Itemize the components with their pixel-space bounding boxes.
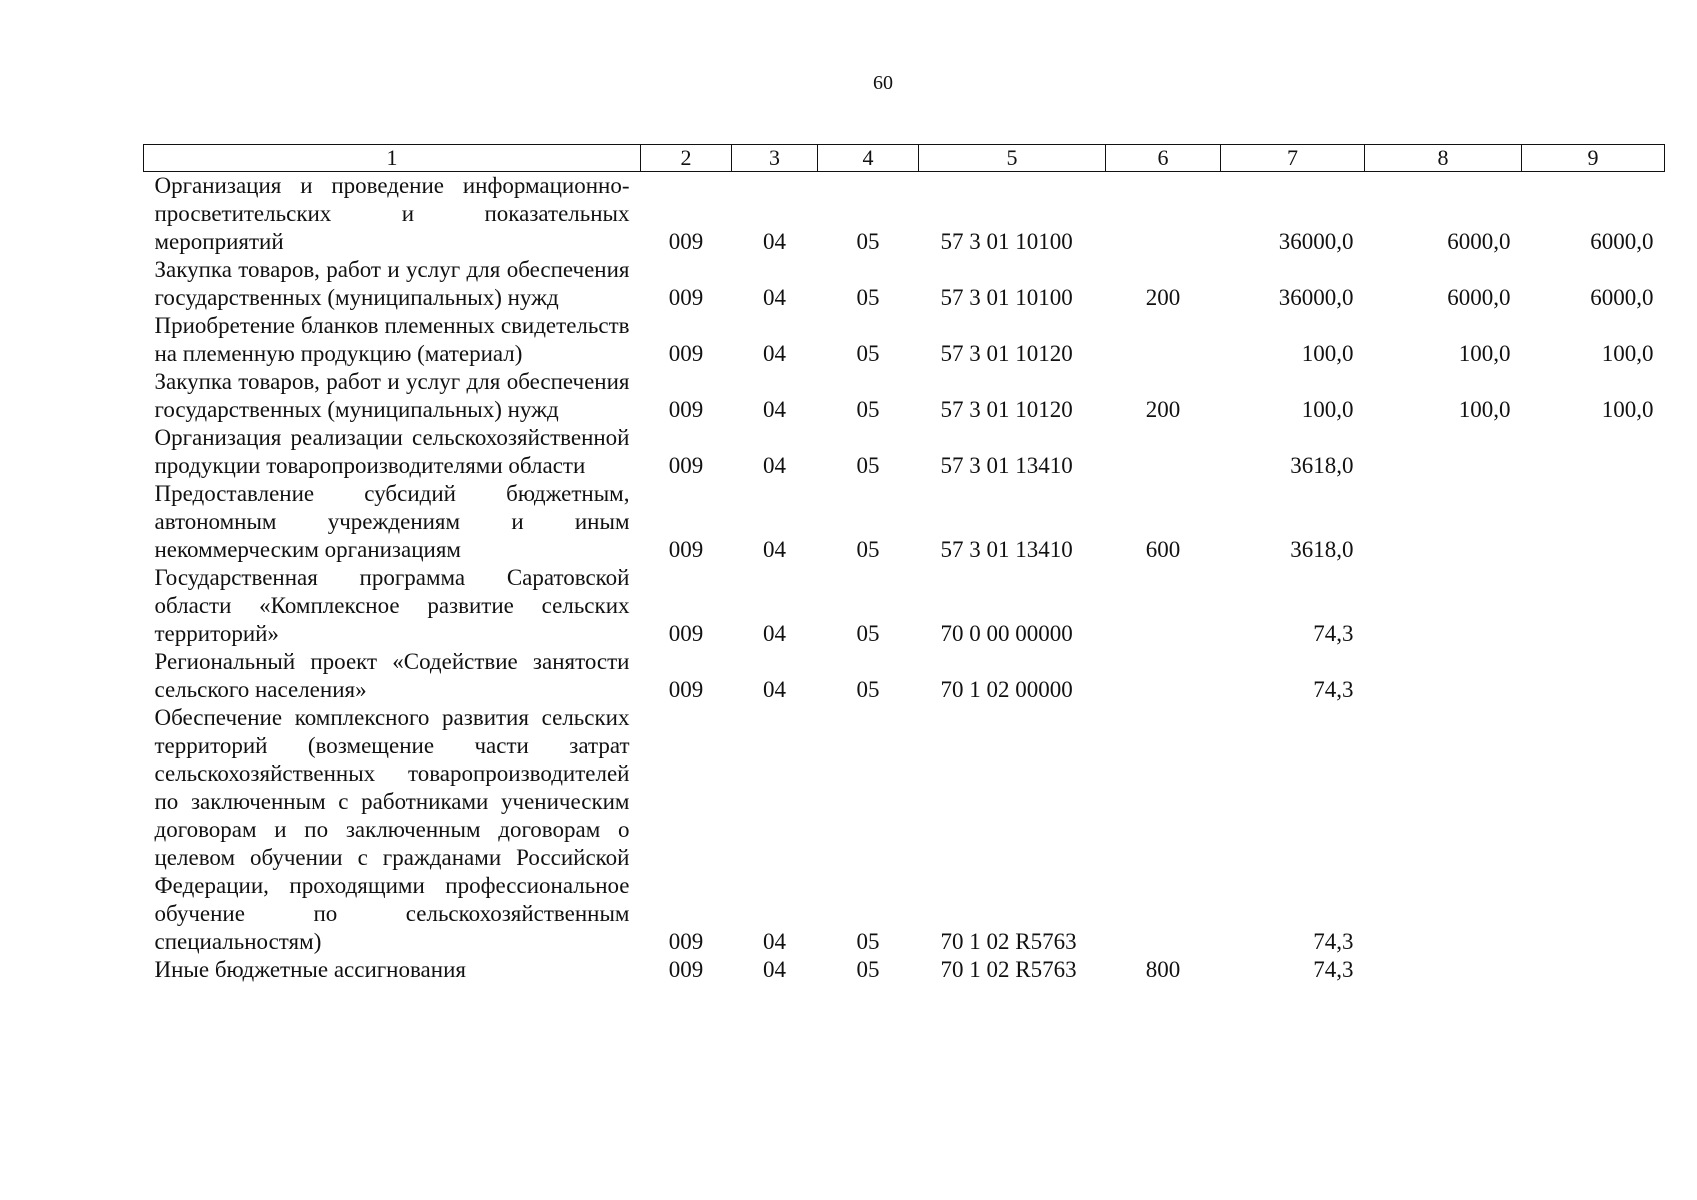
row-vr bbox=[1106, 564, 1221, 648]
row-name: Организация и проведение информационно-просветительских и показательных мероприятий bbox=[154, 173, 630, 254]
row-csr: 70 1 02 00000 bbox=[940, 677, 1073, 702]
table-row bbox=[144, 368, 1665, 424]
row-pr: 05 bbox=[856, 453, 880, 478]
row-rz: 04 bbox=[763, 341, 786, 366]
row-sum-2 bbox=[1365, 564, 1522, 648]
row-vr: 200 bbox=[1145, 285, 1181, 310]
row-rz: 04 bbox=[763, 229, 786, 254]
row-sum-2 bbox=[1365, 648, 1522, 704]
row-sum-3 bbox=[1522, 564, 1665, 648]
row-sum-3: 6000,0 bbox=[1590, 285, 1654, 310]
row-sum-2 bbox=[1365, 704, 1522, 956]
row-rz: 04 bbox=[763, 453, 786, 478]
row-pr: 05 bbox=[856, 621, 880, 646]
row-pr: 05 bbox=[856, 285, 880, 310]
header-row bbox=[144, 145, 1665, 172]
table-row bbox=[144, 704, 1665, 956]
row-ved: 009 bbox=[668, 285, 704, 310]
row-name: Иные бюджетные ассигнования bbox=[154, 957, 466, 982]
column-header-9: 9 bbox=[1522, 145, 1665, 172]
row-vr bbox=[1106, 424, 1221, 480]
row-ved: 009 bbox=[668, 453, 704, 478]
row-pr: 05 bbox=[856, 397, 880, 422]
row-sum-2: 6000,0 bbox=[1447, 229, 1511, 254]
row-pr: 05 bbox=[856, 537, 880, 562]
row-vr: 800 bbox=[1145, 957, 1181, 982]
row-ved: 009 bbox=[668, 677, 704, 702]
row-name: Региональный проект «Содействие занятости сельского населения» bbox=[154, 649, 630, 702]
row-ved: 009 bbox=[668, 229, 704, 254]
row-sum-1: 74,3 bbox=[1313, 929, 1354, 954]
row-sum-3 bbox=[1522, 480, 1665, 564]
row-csr: 70 0 00 00000 bbox=[940, 621, 1073, 646]
row-rz: 04 bbox=[763, 677, 786, 702]
row-rz: 04 bbox=[763, 929, 786, 954]
row-rz: 04 bbox=[763, 285, 786, 310]
row-csr: 57 3 01 13410 bbox=[940, 453, 1073, 478]
row-name: Предоставление субсидий бюджетным, автономным учреждениям и иным некоммерческим организациям bbox=[154, 481, 630, 562]
row-pr: 05 bbox=[856, 957, 880, 982]
row-rz: 04 bbox=[763, 397, 786, 422]
row-vr bbox=[1106, 172, 1221, 257]
row-rz: 04 bbox=[763, 957, 786, 982]
column-header-2: 2 bbox=[641, 145, 732, 172]
row-sum-1: 3618,0 bbox=[1290, 537, 1354, 562]
row-sum-1: 36000,0 bbox=[1278, 229, 1354, 254]
row-sum-1: 100,0 bbox=[1301, 341, 1354, 366]
row-pr: 05 bbox=[856, 341, 880, 366]
row-sum-2: 6000,0 bbox=[1447, 285, 1511, 310]
row-sum-3 bbox=[1522, 956, 1665, 984]
table-row bbox=[144, 424, 1665, 480]
row-sum-3: 6000,0 bbox=[1590, 229, 1654, 254]
table-row bbox=[144, 564, 1665, 648]
column-header-5: 5 bbox=[919, 145, 1106, 172]
row-pr: 05 bbox=[856, 677, 880, 702]
row-csr: 70 1 02 R5763 bbox=[940, 929, 1077, 954]
row-ved: 009 bbox=[668, 397, 704, 422]
row-name: Организация реализации сельскохозяйственной продукции товаропроизводителями области bbox=[154, 425, 630, 478]
row-sum-2: 100,0 bbox=[1458, 397, 1511, 422]
row-sum-1: 74,3 bbox=[1313, 621, 1354, 646]
column-header-8: 8 bbox=[1365, 145, 1522, 172]
row-sum-1: 74,3 bbox=[1313, 957, 1354, 982]
column-header-3: 3 bbox=[732, 145, 818, 172]
row-vr: 200 bbox=[1145, 397, 1181, 422]
row-name: Государственная программа Саратовской области «Комплексное развитие сельских территорий» bbox=[154, 565, 630, 646]
row-csr: 57 3 01 10100 bbox=[940, 229, 1073, 254]
row-sum-3 bbox=[1522, 648, 1665, 704]
budget-table bbox=[143, 144, 1665, 984]
row-sum-1: 100,0 bbox=[1301, 397, 1354, 422]
row-name: Закупка товаров, работ и услуг для обеспечения государственных (муниципальных) нужд bbox=[154, 257, 630, 310]
row-rz: 04 bbox=[763, 621, 786, 646]
row-name: Закупка товаров, работ и услуг для обеспечения государственных (муниципальных) нужд bbox=[154, 369, 630, 422]
row-ved: 009 bbox=[668, 537, 704, 562]
row-sum-3: 100,0 bbox=[1601, 397, 1654, 422]
row-sum-2 bbox=[1365, 480, 1522, 564]
row-pr: 05 bbox=[856, 229, 880, 254]
table-row bbox=[144, 312, 1665, 368]
table-row bbox=[144, 956, 1665, 984]
row-sum-3 bbox=[1522, 704, 1665, 956]
column-header-6: 6 bbox=[1106, 145, 1221, 172]
column-header-7: 7 bbox=[1221, 145, 1365, 172]
row-pr: 05 bbox=[856, 929, 880, 954]
row-vr bbox=[1106, 312, 1221, 368]
row-csr: 57 3 01 10120 bbox=[940, 397, 1073, 422]
row-name: Приобретение бланков племенных свидетельств на племенную продукцию (материал) bbox=[154, 313, 630, 366]
row-sum-1: 3618,0 bbox=[1290, 453, 1354, 478]
row-ved: 009 bbox=[668, 621, 704, 646]
row-sum-2 bbox=[1365, 424, 1522, 480]
row-ved: 009 bbox=[668, 957, 704, 982]
table-row bbox=[144, 480, 1665, 564]
row-csr: 57 3 01 10120 bbox=[940, 341, 1073, 366]
row-ved: 009 bbox=[668, 929, 704, 954]
row-csr: 70 1 02 R5763 bbox=[940, 957, 1077, 982]
row-csr: 57 3 01 13410 bbox=[940, 537, 1073, 562]
row-sum-2 bbox=[1365, 956, 1522, 984]
row-vr bbox=[1106, 648, 1221, 704]
column-header-4: 4 bbox=[818, 145, 919, 172]
row-vr bbox=[1106, 704, 1221, 956]
row-name: Обеспечение комплексного развития сельских территорий (возмещение части затрат сельскохозяйственных товаропроизводителей по заключенным с работниками ученическим договорам и по заключенным договорам о целевом обучении с гражданами Российской Федерации, проходящими профессиональное обучение по сельскохозяйственным специальностям) bbox=[154, 705, 630, 954]
row-sum-3: 100,0 bbox=[1601, 341, 1654, 366]
row-sum-3 bbox=[1522, 424, 1665, 480]
row-rz: 04 bbox=[763, 537, 786, 562]
row-vr: 600 bbox=[1145, 537, 1181, 562]
table-row bbox=[144, 648, 1665, 704]
row-ved: 009 bbox=[668, 341, 704, 366]
page-number: 60 bbox=[873, 72, 893, 94]
table-row bbox=[144, 172, 1665, 257]
column-header-1: 1 bbox=[144, 145, 641, 172]
table-row bbox=[144, 256, 1665, 312]
row-sum-1: 74,3 bbox=[1313, 677, 1354, 702]
row-csr: 57 3 01 10100 bbox=[940, 285, 1073, 310]
row-sum-2: 100,0 bbox=[1458, 341, 1511, 366]
row-sum-1: 36000,0 bbox=[1278, 285, 1354, 310]
